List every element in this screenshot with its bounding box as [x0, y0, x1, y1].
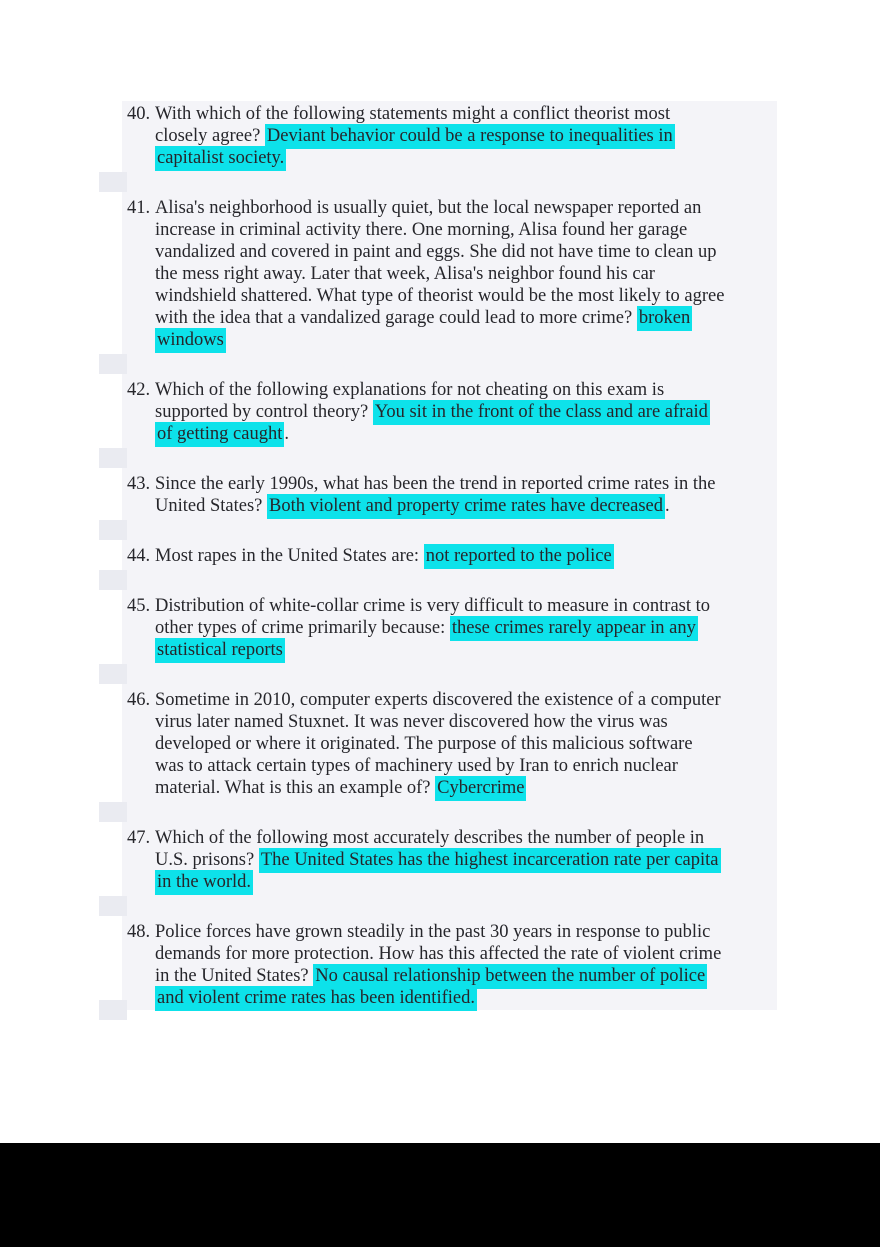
question-text-segment: supported by control theory? — [155, 402, 373, 422]
question-item — [127, 827, 775, 893]
question-text-segment: . — [284, 424, 289, 444]
highlighted-answer: in the world. — [155, 870, 253, 895]
question-text-segment: in the United States? — [155, 966, 314, 986]
question-text-segment: Police forces have grown steadily in the past 30 years in response to public — [155, 922, 711, 942]
question-text-segment: . — [665, 496, 670, 516]
question-text-segment: virus later named Stuxnet. It was never discovered how the virus was — [155, 712, 668, 732]
highlighted-answer: broken — [637, 306, 692, 331]
margin-tab — [99, 802, 127, 822]
margin-tab — [99, 1000, 127, 1020]
question-text-segment: demands for more protection. How has this affected the rate of violent crime — [155, 944, 722, 964]
margin-tab — [99, 448, 127, 468]
margin-tab — [99, 896, 127, 916]
margin-tab — [99, 664, 127, 684]
question-item — [127, 921, 775, 1009]
question-item — [127, 379, 775, 445]
question-text-segment: the mess right away. Later that week, Alisa's neighbor found his car — [155, 264, 655, 284]
question-text-segment: other types of crime primarily because: — [155, 618, 450, 638]
highlighted-answer: Cybercrime — [435, 776, 526, 801]
question-text-segment: United States? — [155, 496, 268, 516]
question-item — [127, 595, 775, 661]
question-text — [155, 197, 775, 351]
margin-tab — [99, 354, 127, 374]
bottom-letterbox-bar — [0, 1143, 880, 1247]
highlighted-answer: The United States has the highest incarceration rate per capita — [259, 848, 721, 873]
question-text-segment: Most rapes in the United States are: — [155, 546, 424, 566]
question-text — [155, 595, 775, 661]
question-text — [155, 545, 775, 567]
highlighted-answer: these crimes rarely appear in any — [450, 616, 698, 641]
question-number: 43. — [127, 474, 151, 494]
question-number: 46. — [127, 690, 151, 710]
question-item — [127, 103, 775, 169]
question-text-segment: With which of the following statements might a conflict theorist most — [155, 104, 671, 124]
highlighted-answer: of getting caught — [155, 422, 284, 447]
highlighted-answer: capitalist society. — [155, 146, 286, 171]
question-text-segment: was to attack certain types of machinery used by Iran to enrich nuclear — [155, 756, 678, 776]
question-text-segment: U.S. prisons? — [155, 850, 259, 870]
question-text-segment: closely agree? — [155, 126, 265, 146]
question-item — [127, 689, 775, 799]
question-text — [155, 921, 775, 1009]
question-text — [155, 473, 775, 517]
question-text-segment: vandalized and covered in paint and eggs. She did not have time to clean up — [155, 242, 717, 262]
question-text-segment: Which of the following explanations for not cheating on this exam is — [155, 380, 665, 400]
highlighted-answer: No causal relationship between the number of police — [313, 964, 707, 989]
question-text — [155, 689, 775, 799]
highlighted-answer: You sit in the front of the class and are afraid — [373, 400, 710, 425]
question-item — [127, 197, 775, 351]
question-text-segment: with the idea that a vandalized garage could lead to more crime? — [155, 308, 637, 328]
question-text-segment: Alisa's neighborhood is usually quiet, but the local newspaper reported an — [155, 198, 702, 218]
question-item — [127, 473, 775, 517]
highlighted-answer: windows — [155, 328, 226, 353]
highlighted-answer: statistical reports — [155, 638, 285, 663]
question-text — [155, 103, 775, 169]
question-number: 44. — [127, 546, 151, 566]
question-text-segment: windshield shattered. What type of theorist would be the most likely to agree — [155, 286, 725, 306]
question-number: 48. — [127, 922, 151, 942]
question-text-segment: Since the early 1990s, what has been the trend in reported crime rates in the — [155, 474, 716, 494]
question-item — [127, 545, 775, 567]
question-text — [155, 379, 775, 445]
question-number: 42. — [127, 380, 151, 400]
question-text-segment: developed or where it originated. The purpose of this malicious software — [155, 734, 693, 754]
highlighted-answer: not reported to the police — [424, 544, 614, 569]
question-text-segment: Sometime in 2010, computer experts discovered the existence of a computer — [155, 690, 721, 710]
question-text — [155, 827, 775, 893]
highlighted-answer: and violent crime rates has been identified. — [155, 986, 477, 1011]
margin-tab — [99, 570, 127, 590]
highlighted-answer: Deviant behavior could be a response to inequalities in — [265, 124, 675, 149]
question-number: 45. — [127, 596, 151, 616]
margin-tab — [99, 172, 127, 192]
question-text-segment: Which of the following most accurately describes the number of people in — [155, 828, 705, 848]
question-number: 47. — [127, 828, 151, 848]
question-text-segment: material. What is this an example of? — [155, 778, 436, 798]
question-text-segment: Distribution of white-collar crime is very difficult to measure in contrast to — [155, 596, 711, 616]
question-number: 40. — [127, 104, 151, 124]
highlighted-answer: Both violent and property crime rates have decreased — [267, 494, 665, 519]
question-number: 41. — [127, 198, 151, 218]
question-list — [127, 103, 775, 1037]
question-text-segment: increase in criminal activity there. One morning, Alisa found her garage — [155, 220, 688, 240]
margin-tab — [99, 520, 127, 540]
